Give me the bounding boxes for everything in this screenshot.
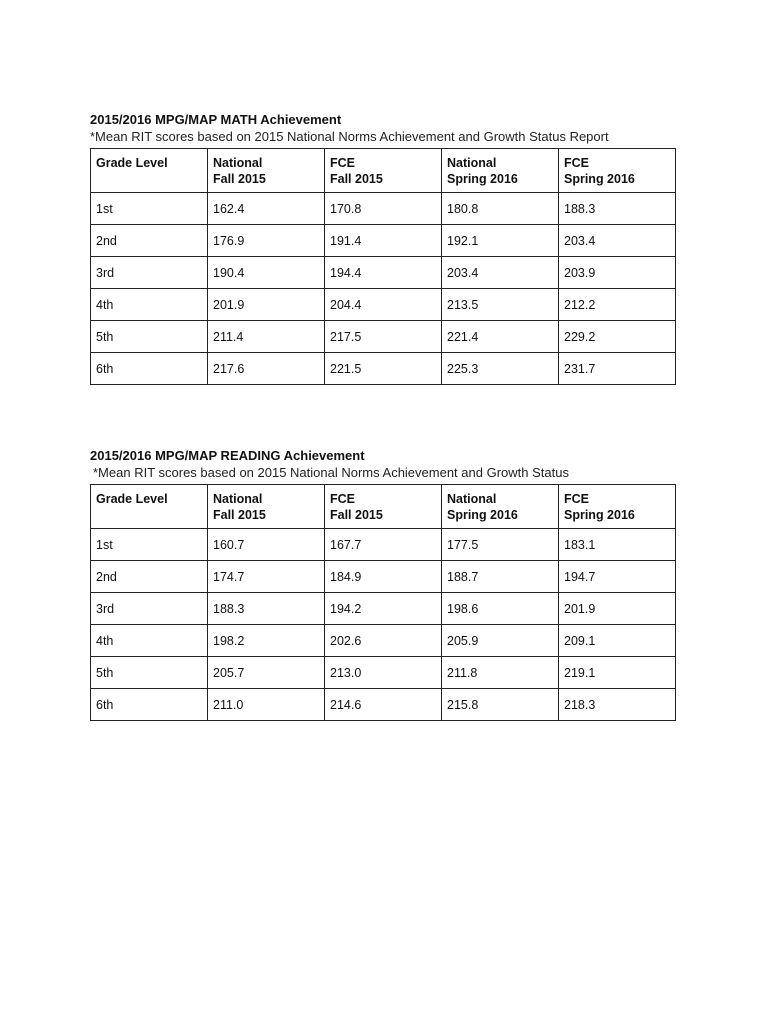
table-cell: 203.4 bbox=[559, 225, 676, 257]
table-row bbox=[91, 289, 676, 321]
table-cell: 214.6 bbox=[325, 689, 442, 721]
header-line-2: Spring 2016 bbox=[564, 172, 635, 186]
header-cell bbox=[91, 149, 208, 193]
table-cell: 183.1 bbox=[559, 529, 676, 561]
header-line-1: FCE bbox=[564, 156, 589, 170]
header-line-1: FCE bbox=[330, 492, 355, 506]
header-cell bbox=[208, 485, 325, 529]
table-cell: 215.8 bbox=[442, 689, 559, 721]
table-row bbox=[91, 625, 676, 657]
table-cell: 194.7 bbox=[559, 561, 676, 593]
header-line-2: Fall 2015 bbox=[213, 508, 266, 522]
header-line-2: Fall 2015 bbox=[330, 172, 383, 186]
table-cell: 190.4 bbox=[208, 257, 325, 289]
math-section bbox=[90, 112, 675, 385]
table-cell: 212.2 bbox=[559, 289, 676, 321]
header-line-1: Grade Level bbox=[96, 156, 168, 170]
table-cell: 205.9 bbox=[442, 625, 559, 657]
table-row bbox=[91, 689, 676, 721]
table-row bbox=[91, 321, 676, 353]
header-line-1: National bbox=[447, 156, 497, 170]
table-cell: 184.9 bbox=[325, 561, 442, 593]
header-cell bbox=[325, 149, 442, 193]
table-cell: 211.0 bbox=[208, 689, 325, 721]
table-cell: 188.7 bbox=[442, 561, 559, 593]
table-cell: 201.9 bbox=[559, 593, 676, 625]
table-cell: 176.9 bbox=[208, 225, 325, 257]
header-line-2: Spring 2016 bbox=[447, 172, 518, 186]
table-cell: 191.4 bbox=[325, 225, 442, 257]
header-line-2: Fall 2015 bbox=[330, 508, 383, 522]
table-row bbox=[91, 561, 676, 593]
header-line-1: National bbox=[213, 156, 263, 170]
table-cell: 6th bbox=[91, 353, 208, 385]
table-cell: 4th bbox=[91, 289, 208, 321]
table-cell: 211.8 bbox=[442, 657, 559, 689]
table-cell: 174.7 bbox=[208, 561, 325, 593]
table-cell: 217.5 bbox=[325, 321, 442, 353]
header-cell bbox=[325, 485, 442, 529]
header-cell bbox=[208, 149, 325, 193]
table-cell: 217.6 bbox=[208, 353, 325, 385]
table-cell: 194.4 bbox=[325, 257, 442, 289]
reading-header-row bbox=[91, 485, 676, 529]
table-cell: 192.1 bbox=[442, 225, 559, 257]
header-line-2: Spring 2016 bbox=[447, 508, 518, 522]
reading-note: *Mean RIT scores based on 2015 National Norms Achievement and Growth Status bbox=[93, 465, 569, 480]
table-cell: 2nd bbox=[91, 561, 208, 593]
table-cell: 160.7 bbox=[208, 529, 325, 561]
header-cell bbox=[559, 485, 676, 529]
table-cell: 204.4 bbox=[325, 289, 442, 321]
header-cell bbox=[442, 485, 559, 529]
table-cell: 198.6 bbox=[442, 593, 559, 625]
table-cell: 6th bbox=[91, 689, 208, 721]
table-cell: 218.3 bbox=[559, 689, 676, 721]
header-cell bbox=[91, 485, 208, 529]
header-line-1: National bbox=[447, 492, 497, 506]
table-row bbox=[91, 225, 676, 257]
reading-table bbox=[90, 484, 676, 721]
table-cell: 5th bbox=[91, 657, 208, 689]
table-cell: 162.4 bbox=[208, 193, 325, 225]
table-cell: 4th bbox=[91, 625, 208, 657]
table-cell: 201.9 bbox=[208, 289, 325, 321]
table-cell: 209.1 bbox=[559, 625, 676, 657]
table-cell: 3rd bbox=[91, 257, 208, 289]
header-cell bbox=[442, 149, 559, 193]
table-cell: 188.3 bbox=[208, 593, 325, 625]
table-row bbox=[91, 657, 676, 689]
table-cell: 188.3 bbox=[559, 193, 676, 225]
table-row bbox=[91, 529, 676, 561]
table-cell: 205.7 bbox=[208, 657, 325, 689]
table-cell: 203.4 bbox=[442, 257, 559, 289]
table-cell: 231.7 bbox=[559, 353, 676, 385]
table-cell: 167.7 bbox=[325, 529, 442, 561]
table-cell: 221.5 bbox=[325, 353, 442, 385]
math-note: *Mean RIT scores based on 2015 National Norms Achievement and Growth Status Report bbox=[90, 129, 609, 144]
table-row bbox=[91, 193, 676, 225]
table-cell: 229.2 bbox=[559, 321, 676, 353]
reading-title: 2015/2016 MPG/MAP READING Achievement bbox=[90, 448, 365, 463]
table-cell: 170.8 bbox=[325, 193, 442, 225]
table-cell: 198.2 bbox=[208, 625, 325, 657]
header-line-2: Fall 2015 bbox=[213, 172, 266, 186]
header-line-1: Grade Level bbox=[96, 492, 168, 506]
table-row bbox=[91, 353, 676, 385]
header-line-2: Spring 2016 bbox=[564, 508, 635, 522]
header-line-1: FCE bbox=[330, 156, 355, 170]
table-cell: 219.1 bbox=[559, 657, 676, 689]
table-cell: 221.4 bbox=[442, 321, 559, 353]
table-cell: 202.6 bbox=[325, 625, 442, 657]
table-cell: 213.0 bbox=[325, 657, 442, 689]
header-line-1: National bbox=[213, 492, 263, 506]
table-cell: 5th bbox=[91, 321, 208, 353]
table-cell: 211.4 bbox=[208, 321, 325, 353]
reading-section bbox=[90, 448, 675, 721]
table-cell: 1st bbox=[91, 529, 208, 561]
header-line-1: FCE bbox=[564, 492, 589, 506]
math-header-row bbox=[91, 149, 676, 193]
math-table bbox=[90, 148, 676, 385]
table-cell: 213.5 bbox=[442, 289, 559, 321]
table-cell: 177.5 bbox=[442, 529, 559, 561]
table-cell: 180.8 bbox=[442, 193, 559, 225]
table-cell: 225.3 bbox=[442, 353, 559, 385]
table-cell: 194.2 bbox=[325, 593, 442, 625]
table-cell: 203.9 bbox=[559, 257, 676, 289]
table-cell: 1st bbox=[91, 193, 208, 225]
table-cell: 3rd bbox=[91, 593, 208, 625]
header-cell bbox=[559, 149, 676, 193]
math-title: 2015/2016 MPG/MAP MATH Achievement bbox=[90, 112, 342, 127]
table-cell: 2nd bbox=[91, 225, 208, 257]
table-row bbox=[91, 257, 676, 289]
table-row bbox=[91, 593, 676, 625]
